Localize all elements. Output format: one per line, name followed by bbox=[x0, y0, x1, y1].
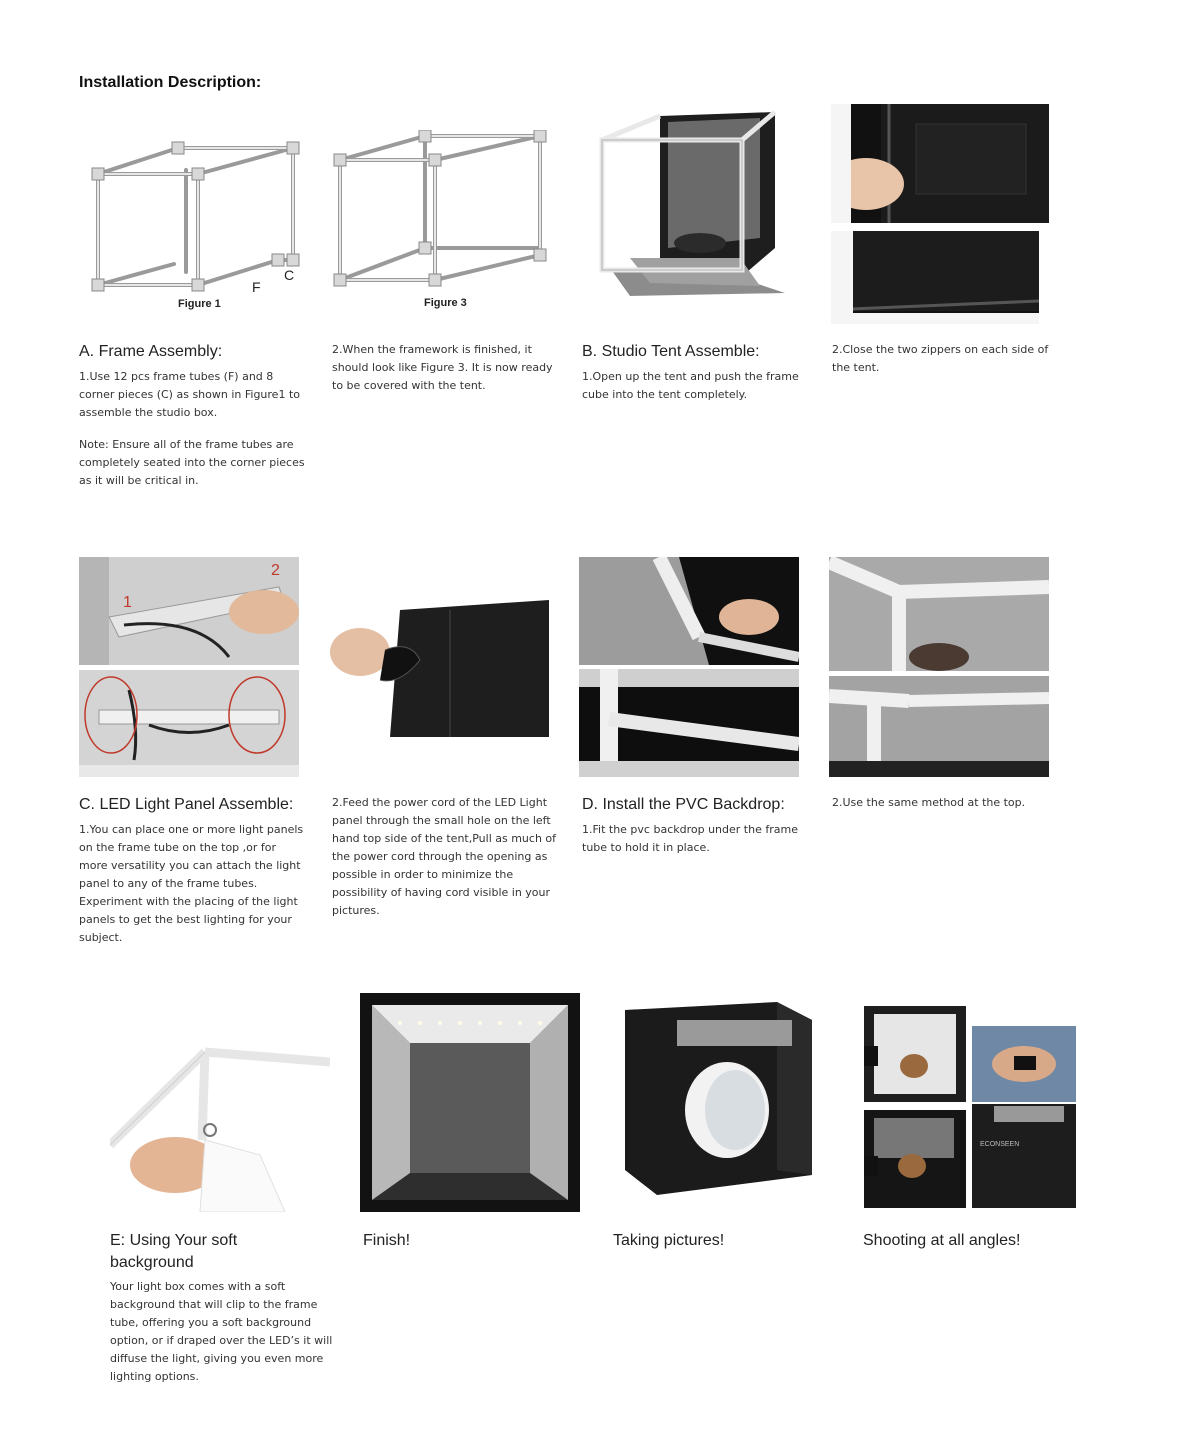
all-angles-title: Shooting at all angles! bbox=[863, 1232, 1021, 1249]
led-marker-1: 1 bbox=[123, 594, 132, 611]
all-angles-collage bbox=[864, 1006, 1076, 1208]
led-marker-2: 2 bbox=[271, 562, 280, 579]
soft-background-photo bbox=[110, 1040, 330, 1212]
tent-frame-photo bbox=[590, 108, 786, 298]
taking-pictures-photo bbox=[617, 1000, 817, 1200]
taking-pictures-title: Taking pictures! bbox=[613, 1232, 725, 1249]
power-cord-photo bbox=[330, 600, 549, 737]
section-a-title: A. Frame Assembly: bbox=[79, 343, 223, 360]
finish-photo bbox=[360, 993, 580, 1212]
section-c2-text: 2.Feed the power cord of the LED Light panel through the small hole on the left hand top side of the tent,Pull as much of the power cord through the opening as possible in order to minimize the possibility of having cord visible in your pictures. bbox=[332, 796, 557, 917]
zipper-photo-bottom bbox=[831, 231, 1039, 324]
figure3-label: Figure 3 bbox=[424, 297, 467, 309]
top-method-photo-2 bbox=[829, 676, 1049, 777]
section-b2-text: 2.Close the two zippers on each side of the tent. bbox=[832, 343, 1049, 374]
section-b-text: 1.Open up the tent and push the frame cube into the tent completely. bbox=[582, 370, 799, 401]
page-title: Installation Description: bbox=[79, 74, 262, 91]
figure1-letter-c: C bbox=[284, 267, 295, 283]
figure-3-diagram bbox=[330, 130, 552, 310]
figure-1-diagram bbox=[78, 140, 300, 315]
section-a-note: Note: Ensure all of the frame tubes are completely seated into the corner pieces as it will be critical in. bbox=[79, 438, 305, 487]
section-a-text: 1.Use 12 pcs frame tubes (F) and 8 corner pieces (C) as shown in Figure1 to assemble the studio box. bbox=[79, 370, 300, 419]
led-panel-photo-top bbox=[79, 557, 299, 665]
section-c-title: C. LED Light Panel Assemble: bbox=[79, 796, 294, 813]
section-c-text: 1.You can place one or more light panels on the frame tube on the top ,or for more versatility you can attach the light panel to any of the frame tubes. Experiment with the placing of the light panels to get the best lighting for your subject. bbox=[79, 823, 304, 944]
section-d-text: 1.Fit the pvc backdrop under the frame tube to hold it in place. bbox=[582, 823, 798, 854]
zipper-photo-top bbox=[831, 104, 1049, 223]
top-method-photo-1 bbox=[829, 557, 1049, 671]
section-e-title: E: Using Your soft background bbox=[110, 1232, 238, 1271]
section-d-title: D. Install the PVC Backdrop: bbox=[582, 796, 785, 813]
section-b-title: B. Studio Tent Assemble: bbox=[582, 343, 760, 360]
figure1-label: Figure 1 bbox=[178, 298, 221, 310]
pvc-backdrop-photo-top bbox=[579, 557, 799, 665]
brand-text: ECONSEEN bbox=[980, 1141, 1020, 1148]
figure1-letter-f: F bbox=[252, 279, 261, 295]
finish-title: Finish! bbox=[363, 1232, 411, 1249]
section-a2-text: 2.When the framework is finished, it should look like Figure 3. It is now ready to be covered with the tent. bbox=[332, 343, 553, 392]
led-panel-photo-bottom bbox=[79, 670, 299, 777]
section-e-text: Your light box comes with a soft background that will clip to the frame tube, offering you a soft background option, or if draped over the LED’s it will diffuse the light, giving you even more lighting options. bbox=[110, 1280, 333, 1383]
pvc-backdrop-photo-bottom bbox=[579, 669, 799, 777]
section-d2-text: 2.Use the same method at the top. bbox=[832, 796, 1026, 809]
